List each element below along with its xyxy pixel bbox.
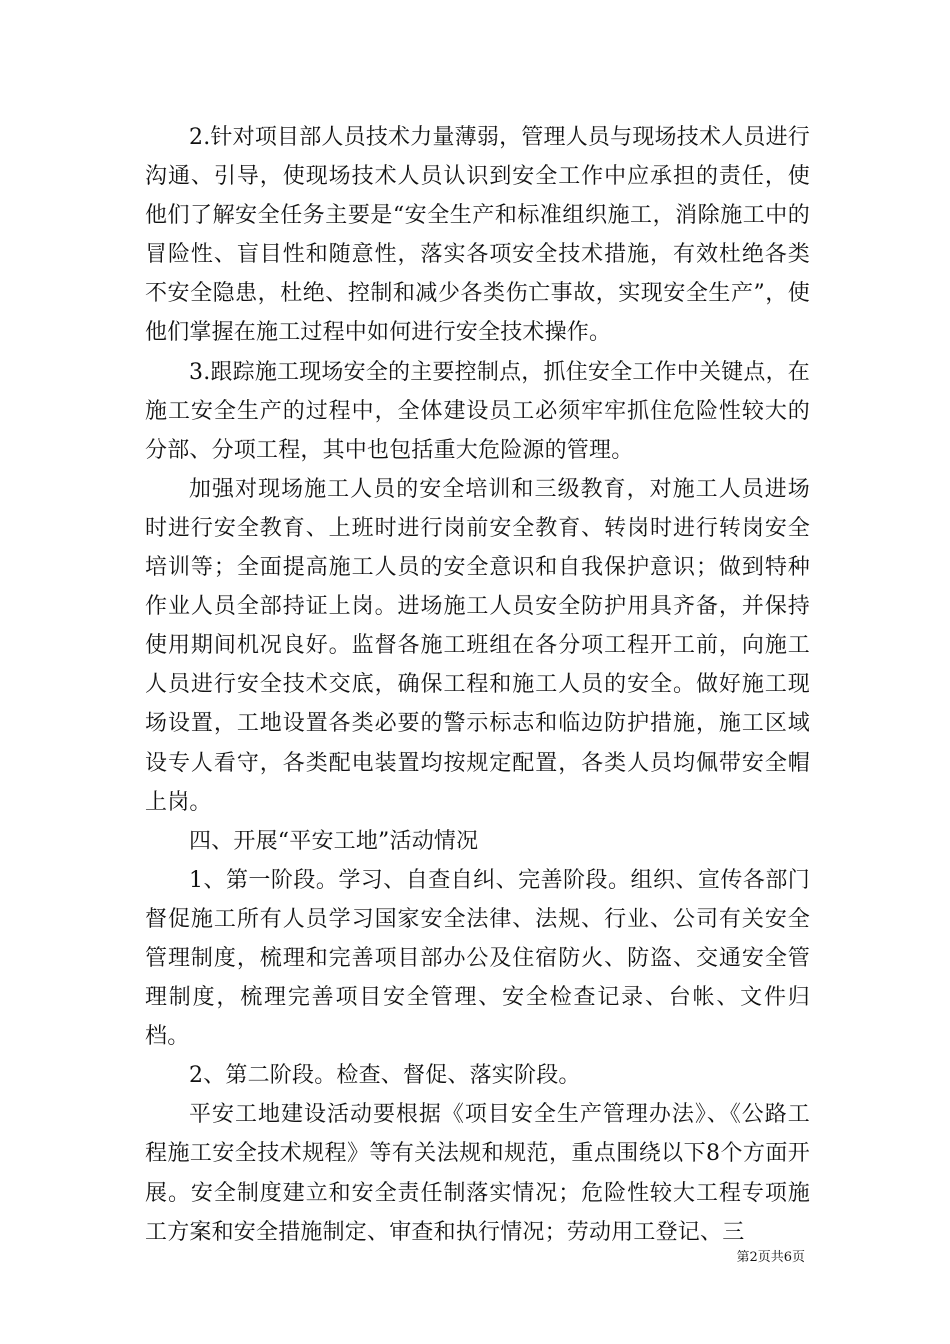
- paragraph-safe-site: 平安工地建设活动要根据《项目安全生产管理办法》、《公路工程施工安全技术规程》等有关法规和规范，重点围绕以下8个方面开展。安全制度建立和安全责任制落实情况；危险性较大工程专项施工方案和安全措施制定、审查和执行情况；劳动用工登记、三: [145, 1102, 810, 1245]
- page-number: 第2页共6页: [736, 1250, 805, 1265]
- paragraph-stage-2: 2、第二阶段。检查、督促、落实阶段。: [189, 1063, 581, 1089]
- section-heading-4: 四、开展“平安工地”活动情况: [189, 828, 479, 854]
- paragraph-training: 加强对现场施工人员的安全培训和三级教育，对施工人员进场时进行安全教育、上班时进行岗前安全教育、转岗时进行转岗安全培训等；全面提高施工人员的安全意识和自我保护意识；做到特种作业人员全部持证上岗。进场施工人员安全防护用具齐备，并保持使用期间机况良好。监督各施工班组在各分项工程开工前，向施工人员进行安全技术交底，确保工程和施工人员的安全。做好施工现场设置，工地设置各类必要的警示标志和临边防护措施，施工区域设专人看守，各类配电装置均按规定配置，各类人员均佩带安全帽上岗。: [145, 476, 810, 815]
- paragraph-item-2: 2.针对项目部人员技术力量薄弱，管理人员与现场技术人员进行沟通、引导，使现场技术人员认识到安全工作中应承担的责任，使他们了解安全任务主要是“安全生产和标准组织施工，消除施工中的冒险性、盲目性和随意性，落实各项安全技术措施，有效杜绝各类不安全隐患，杜绝、控制和减少各类伤亡事故，实现安全生产”，使他们掌握在施工过程中如何进行安全技术操作。: [145, 125, 810, 346]
- paragraph-item-3: 3.跟踪施工现场安全的主要控制点，抓住安全工作中关键点，在施工安全生产的过程中，全体建设员工必须牢牢抓住危险性较大的分部、分项工程，其中也包括重大危险源的管理。: [145, 359, 810, 463]
- paragraph-stage-1: 1、第一阶段。学习、自查自纠、完善阶段。组织、宣传各部门督促施工所有人员学习国家安全法律、法规、行业、公司有关安全管理制度，梳理和完善项目部办公及住宿防火、防盗、交通安全管理制度，梳理完善项目安全管理、安全检查记录、台帐、文件归档。: [145, 867, 810, 1050]
- document-body: [145, 118, 810, 1252]
